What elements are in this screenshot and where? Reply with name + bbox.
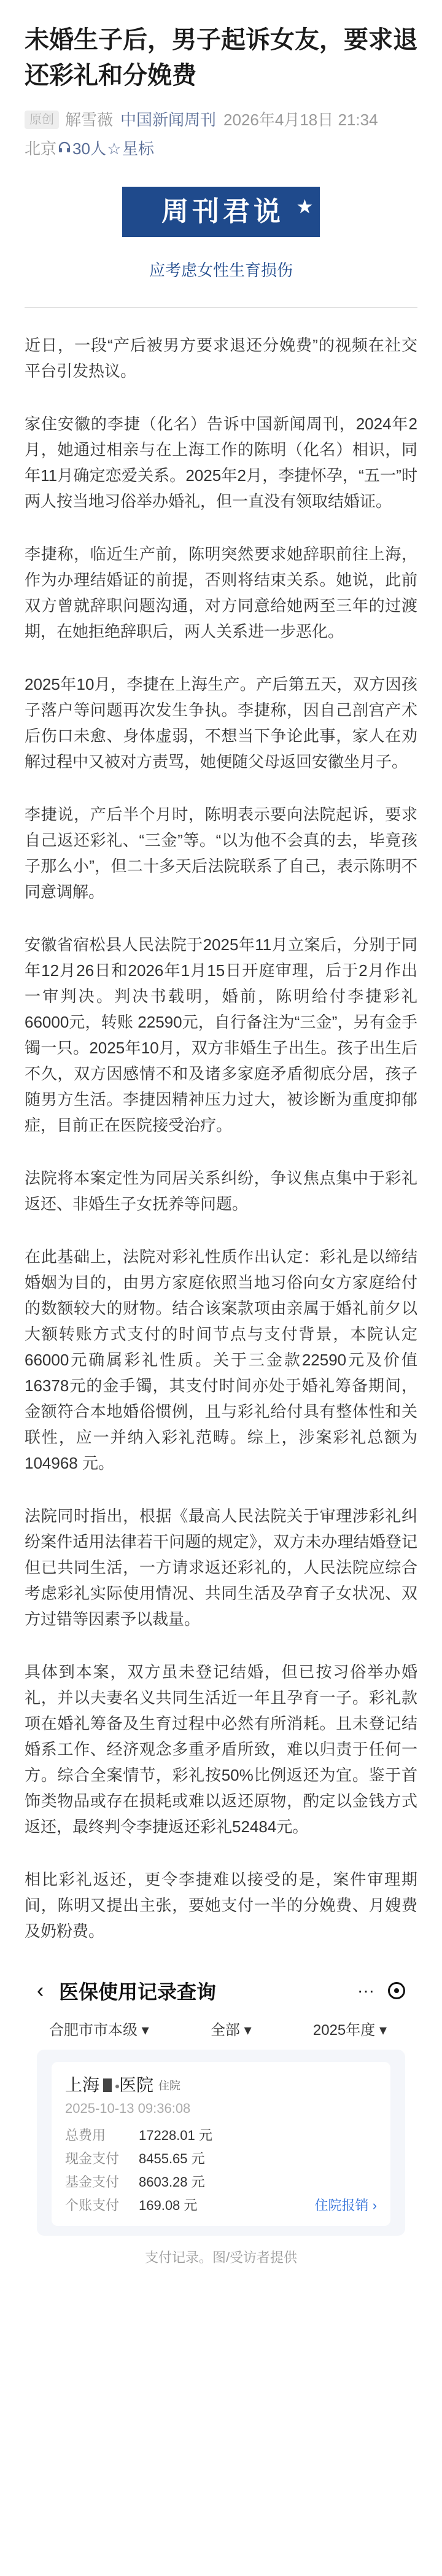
paragraph: 李捷称，临近生产前，陈明突然要求她辞职前往上海，作为办理结婚证的前提，否则将结束关系。她说，此前双方曾就辞职问题沟通，对方同意给她两至三年的过渡期，在她拒绝辞职后，两人关系进一步恶化。 [25, 545, 417, 641]
star-label: 星标 [122, 139, 154, 158]
fee-value: 8603.28 元 [139, 2174, 205, 2190]
image-caption: 支付记录。图/受访者提供 [144, 2250, 298, 2265]
chevron-down-icon: ▾ [379, 2021, 387, 2039]
paragraph: 在此基础上，法院对彩礼性质作出认定：彩礼是以缔结婚姻为目的，由男方家庭依照当地习俗向女方家庭给付的数额较大的财物。结合该案款项由亲属于婚礼前夕以大额转账方式支付的时间节点与支付背景，本院认定66000元确属彩礼性质。关于三金款22590元及价值16378元的金手镯，其支付时间亦处于婚礼筹备期间，金额符合本地婚俗惯例，且与彩礼给付具有整体性和关联性，应一并纳入彩礼范畴。综上，涉案彩礼总额为104968 元。 [25, 1247, 417, 1472]
chevron-down-icon: ▾ [141, 2021, 149, 2039]
region-filter[interactable] [49, 2018, 149, 2039]
column-logo-banner [122, 187, 320, 237]
fee-row [65, 2194, 377, 2217]
publish-datetime: 2026年4月18日 21:34 [223, 111, 378, 129]
fee-label: 基金支付 [65, 2174, 120, 2190]
fee-value: 8455.65 元 [139, 2151, 205, 2166]
more-menu-icon[interactable]: ··· [357, 1981, 374, 2000]
region-filter-label: 合肥市市本级 [49, 2021, 138, 2039]
reimbursement-label: 住院报销 [314, 2198, 369, 2213]
star-outline-icon: ☆ [107, 139, 122, 158]
article-subtitle: 应考虑女性生育损伤 [149, 261, 293, 279]
year-filter-label: 2025年度 [312, 2021, 376, 2039]
fee-label: 总费用 [65, 2128, 106, 2143]
medical-card-title: 医保使用记录查询 [59, 1981, 217, 2003]
fee-label: 个账支付 [65, 2198, 120, 2213]
divider [25, 307, 417, 308]
fee-value: 169.08 元 [139, 2198, 198, 2213]
hospital-name [65, 2073, 377, 2098]
headphones-icon [56, 135, 72, 162]
account-name-link[interactable]: 中国新闻周刊 [120, 111, 217, 129]
filter-bar [37, 2010, 405, 2046]
paragraph: 相比彩礼返还，更令李捷难以接受的是，案件审理期间，陈明又提出主张，要她支付一半的分娩费、月嫂费及奶粉费。 [25, 1870, 417, 1940]
back-arrow-icon[interactable]: ‹ [37, 1978, 44, 2002]
hospital-name-prefix: 上海 [65, 2075, 100, 2094]
chevron-right-icon: › [372, 2198, 377, 2213]
publish-location: 北京 [25, 139, 57, 158]
paragraph: 安徽省宿松县人民法院于2025年11月立案后，分别于同年12月26日和2026年1月15日开庭审理，后于2月作出一审判决。判决书载明，婚前，陈明给付李捷彩礼 66000元，转账 22590元，自行备注为“三金”，另有金手镯一只。2025年10月，双方非婚生子出生。孩子出生后不久，双方因感情不和及诸多家庭矛盾彻底分居，孩子随男方生活。李捷因精神压力过大，被诊断为重度抑郁症，目前正在医院接受治疗。 [25, 935, 417, 1134]
paragraph: 近日，一段“产后被男方要求退还分娩费”的视频在社交平台引发热议。 [25, 336, 417, 380]
paragraph: 2025年10月，李捷在上海生产。产后第五天，双方因孩子落户等问题再次发生争执。李捷称，因自己剖宫产术后伤口未愈、身体虚弱，不想当下争论此事，家人在劝解过程中又被对方责骂，她便随父母返回安徽坐月子。 [25, 675, 417, 771]
paragraph: 法院将本案定性为同居关系纠纷，争议焦点集中于彩礼返还、非婚生子女抚养等问题。 [25, 1169, 417, 1213]
paragraph: 家住安徽的李捷（化名）告诉中国新闻周刊，2024年2月，她通过相亲与在上海工作的陈明（化名）相识，同年11月确定恋爱关系。2025年2月，李捷怀孕，“五一”时两人按当地习俗举办婚礼，但一直没有领取结婚证。 [25, 415, 417, 510]
medical-insurance-screenshot [25, 1971, 417, 2269]
article-meta [25, 107, 417, 133]
year-filter[interactable] [313, 2018, 387, 2039]
visit-time: 2025-10-13 09:36:08 [65, 2101, 191, 2116]
inpatient-reimbursement-link[interactable] [315, 2194, 377, 2217]
fee-row [65, 2124, 377, 2147]
record-list [37, 2050, 405, 2236]
fee-label: 现金支付 [65, 2151, 120, 2166]
original-tag: 原创 [25, 111, 59, 129]
medical-card-header [37, 1971, 405, 2010]
paragraph: 具体到本案，双方虽未登记结婚，但已按习俗举办婚礼，并以夫妻名义共同生活近一年且孕育一子。彩礼款项在婚礼筹备及生育过程中必然有所消耗。且未登记结婚系工作、经济观念多重矛盾所致，难以归责于任何一方。综合全案情节，彩礼按50%比例返还为宜。鉴于首饰类物品或存在损耗或难以返还原物，酌定以金钱方式返还，最终判令李捷返还彩礼52484元。 [25, 1663, 417, 1836]
star-button[interactable] [106, 139, 154, 158]
fee-value: 17228.01 元 [139, 2128, 212, 2143]
record-card[interactable] [52, 2062, 390, 2226]
inpatient-badge: 住院 [158, 2080, 181, 2092]
fee-row [65, 2147, 377, 2171]
chevron-down-icon: ▾ [244, 2021, 252, 2039]
article-title: 未婚生子后，男子起诉女友，要求退还彩礼和分娩费 [25, 26, 417, 89]
category-filter[interactable] [211, 2018, 252, 2039]
article-meta-row2 [25, 135, 417, 162]
logo-star-icon: ★ [297, 197, 312, 217]
listen-count: 30人 [72, 139, 106, 158]
column-logo [25, 187, 417, 237]
redaction-mark [103, 2078, 112, 2092]
category-filter-label: 全部 [210, 2021, 240, 2039]
hospital-name-suffix: 医院 [119, 2075, 154, 2094]
paragraph: 李捷说，产后半个月时，陈明表示要向法院起诉，要求自己返还彩礼、“三金”等。“以为他不会真的去，毕竟孩子那么小”，但二十多天后法院联系了自己，表示陈明不同意调解。 [25, 805, 417, 901]
close-circle-icon[interactable] [388, 1982, 405, 1999]
fee-row [65, 2171, 377, 2194]
paragraph: 法院同时指出，根据《最高人民法院关于审理涉彩礼纠纷案件适用法律若干问题的规定》，双方未办理结婚登记但已共同生活，一方请求返还彩礼的，人民法院应综合考虑彩礼实际使用情况、共同生活及孕育子女状况、双方过错等因素予以裁量。 [25, 1507, 417, 1628]
listen-button[interactable] [56, 139, 106, 158]
author-name: 解雪薇 [65, 111, 114, 129]
column-logo-text: 周刊君说 [161, 196, 284, 227]
